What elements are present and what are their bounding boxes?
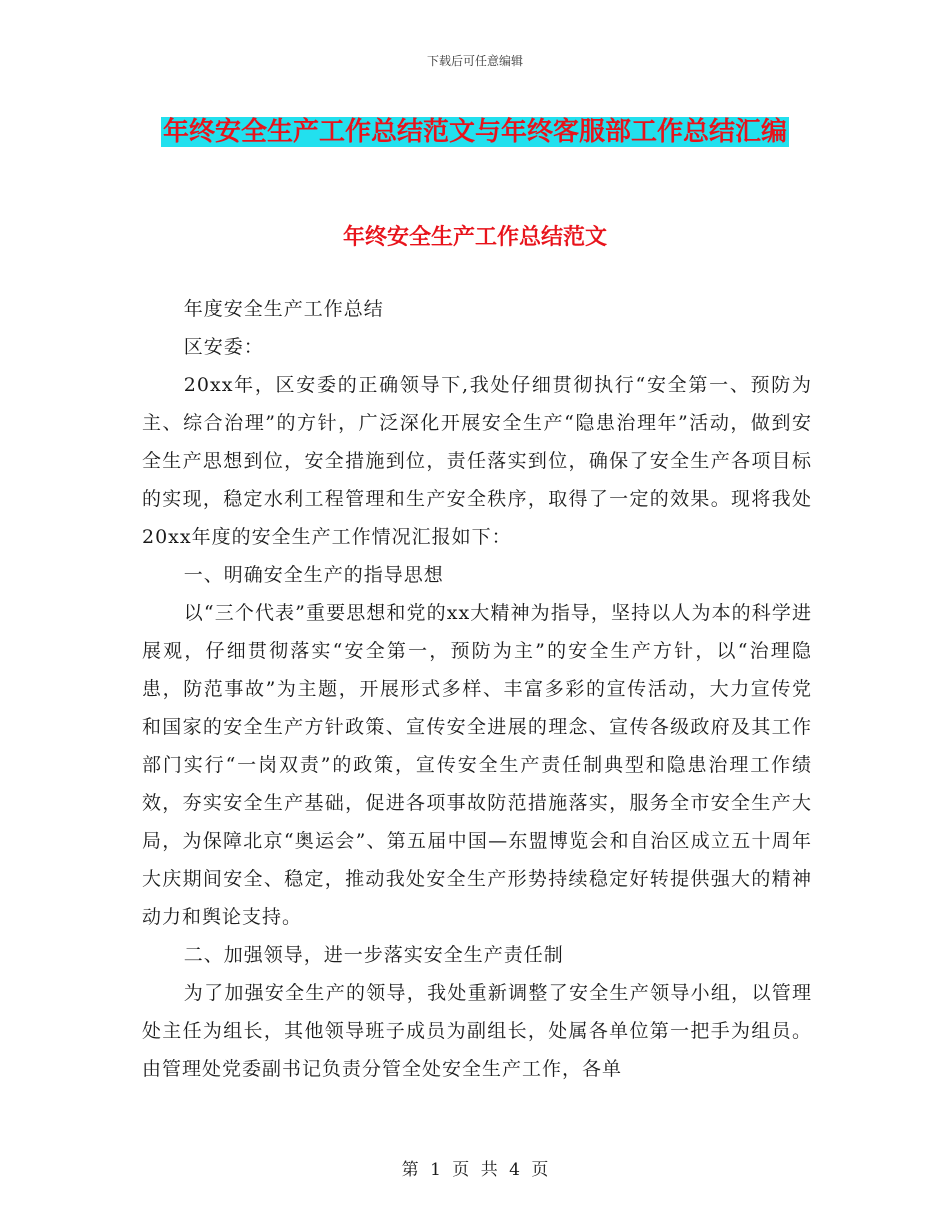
heading-section-2: 二、加强领导，进一步落实安全生产责任制 <box>183 944 564 966</box>
paragraph-section-1: 以“三个代表”重要思想和党的xx大精神为指导，坚持以人为本的科学进展观，仔细贯彻落实“安全第一，预防为主”的安全生产方针，以“治理隐患，防范事故”为主题，开展形式多样、丰富多彩的宣传活动，大力宣传党和国家的安全生产方针政策、宣传安全进展的理念、宣传各级政府及其工作部门实行“一岗双责”的政策，宣传安全生产责任制典型和隐患治理工作绩效，夯实安全生产基础，促进各项事故防范措施落实，服务全市安全生产大局，为保障北京“奥运会”、第五届中国—东盟博览会和自治区成立五十周年大庆期间安全、稳定，推动我处安全生产形势持续稳定好转提供强大的精神动力和舆论支持。 <box>142 602 812 928</box>
paragraph-salutation: 区安委： <box>183 336 264 358</box>
document-body <box>142 290 812 1088</box>
document-title-text: 年终安全生产工作总结范文与年终客服部工作总结汇编 <box>162 117 787 147</box>
section-title: 年终安全生产工作总结范文 <box>342 225 607 250</box>
paragraph-section-2: 为了加强安全生产的领导，我处重新调整了安全生产领导小组，以管理处主任为组长，其他领导班子成员为副组长，处属各单位第一把手为组员。由管理处党委副书记负责分管全处安全生产工作，各单 <box>142 982 812 1080</box>
header-note: 下载后可任意编辑 <box>426 54 523 68</box>
heading-section-1: 一、明确安全生产的指导思想 <box>183 564 444 586</box>
paragraph-subject: 年度安全生产工作总结 <box>183 298 384 320</box>
document-title <box>140 110 810 154</box>
page-footer: 第 1 页 共 4 页 <box>401 1160 549 1180</box>
paragraph-intro: 20xx年，区安委的正确领导下,我处仔细贯彻执行“安全第一、预防为主、综合治理”的方针，广泛深化开展安全生产“隐患治理年”活动，做到安全生产思想到位，安全措施到位，责任落实到位，确保了安全生产各项目标的实现，稳定水利工程管理和生产安全秩序，取得了一定的效果。现将我处20xx年度的安全生产工作情况汇报如下： <box>142 374 812 548</box>
